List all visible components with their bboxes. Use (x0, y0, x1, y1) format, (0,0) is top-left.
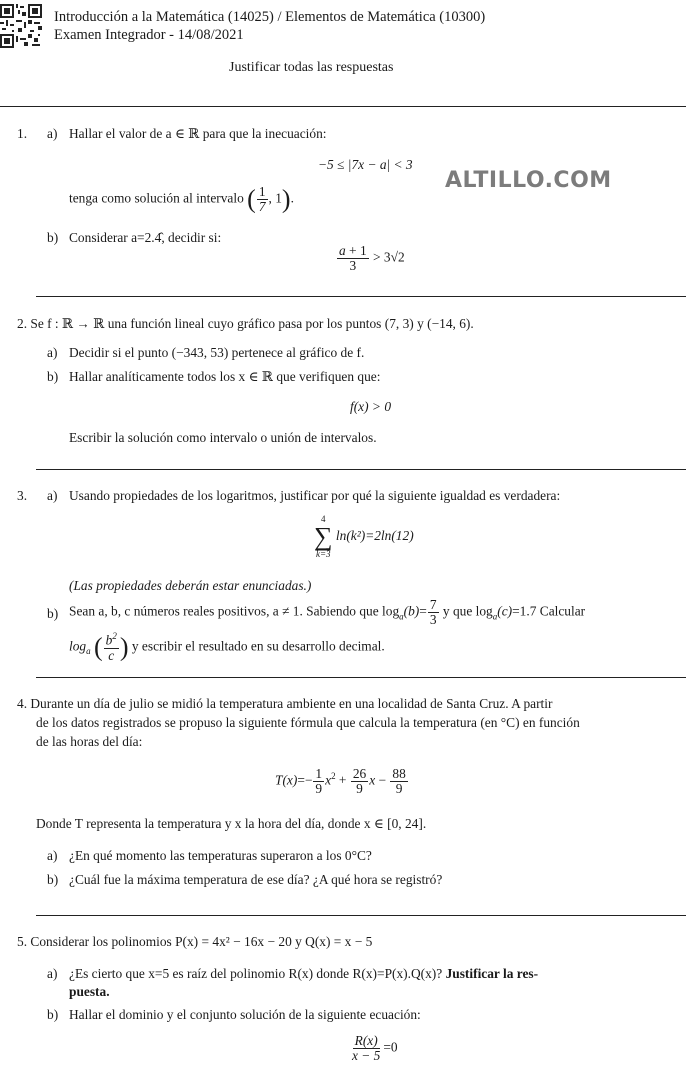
q3-number: 3. (17, 488, 28, 503)
q3-sum: 4 ∑ k=3 ln(k²)=2ln(12) (314, 514, 414, 559)
q3-a-label: a) (47, 488, 58, 503)
q3-a-note: (Las propiedades deberán estar enunciadas.) (69, 578, 312, 593)
q3-sum-bottom: k=3 (315, 549, 331, 559)
q4-a-label: a) (47, 848, 58, 863)
q1-a-label: a) (47, 126, 58, 141)
q1-a-solution-line: tenga como solución al intervalo ( $\frac{1}{7}$ , 1). (69, 184, 294, 215)
qr-code (0, 4, 42, 48)
q2-b-label: b) (47, 369, 59, 384)
q2-intro: 2. Se f : ℝ → ℝ una función lineal cuyo gráfico pasa por los puntos (7, 3) y (−14, 6). (17, 316, 474, 331)
q5-b-equation: $\frac{R(x)}{x - 5}$ =0 (352, 1033, 398, 1064)
q1-b-equation: $\frac{a + 1}{3}$ > 3√2 (339, 243, 405, 274)
q2-b-equation: f(x) > 0 (350, 399, 392, 414)
q1-a-text: Hallar el valor de a ∈ ℝ para que la inecuación: (69, 126, 327, 141)
q5-b-label: b) (47, 1007, 59, 1022)
q1-b-rhs: > 3√2 (373, 249, 405, 265)
q4-line3: de las horas del día: (36, 734, 143, 749)
q3-b-line1: Sean a, b, c números reales positivos, a ≠ 1. Sabiendo que $\log_a(b)=$ $\frac{7}{3}$ y que $\log_a(c)=1.7$ Calcular (69, 597, 586, 628)
q4-b-text: ¿Cuál fue la máxima temperatura de ese día? ¿A qué hora se registró? (69, 872, 443, 887)
q4-formula: T(x)=− $\frac{1}{9}$ $x^2$ + $\frac{26}{9}$ x − $\frac{88}{9}$ (275, 766, 406, 797)
q1-number: 1. (17, 126, 28, 141)
exam-title: Introducción a la Matemática (14025) / Elementos de Matemática (10300) (54, 9, 486, 25)
q3-b-label: b) (47, 606, 59, 621)
q3-sum-body: ln(k²)=2ln(12) (335, 528, 414, 544)
exam-subtitle: Examen Integrador - 14/08/2021 (54, 27, 244, 43)
instruction: Justificar todas las respuestas (229, 60, 394, 75)
q4-note: Donde T representa la temperatura y x la hora del día, donde x ∈ [0, 24]. (36, 816, 427, 831)
q4-line1: 4. Durante un día de julio se midió la temperatura ambiente en una localidad de Santa Cruz. A partir (17, 696, 553, 711)
q5-a-bold2: puesta. (69, 984, 110, 999)
q2-b-note: Escribir la solución como intervalo o unión de intervalos. (69, 430, 377, 445)
q1-a-equation: −5 ≤ |7x − a| < 3 (318, 157, 413, 172)
q5-a-text: ¿Es cierto que x=5 es raíz del polinomio R(x) donde R(x)=P(x).Q(x)? Justificar la res- (69, 966, 539, 981)
q3-b-line2: $\log_a$ ( $\frac{b^2}{c}$ ) y escribir el resultado en su desarrollo decimal. (69, 631, 385, 663)
divider (36, 677, 686, 678)
q1-a-solution-text: tenga como solución al intervalo (69, 190, 244, 206)
watermark: ALTILLO.COM (445, 168, 612, 193)
divider (0, 106, 686, 107)
q5-a-label: a) (47, 966, 58, 981)
q5-a-bold1: Justificar la res- (445, 966, 539, 981)
divider (36, 469, 686, 470)
q3-a-text: Usando propiedades de los logaritmos, justificar por qué la siguiente igualdad es verdadera: (69, 488, 561, 503)
q2-b-text: Hallar analíticamente todos los x ∈ ℝ que verifiquen que: (69, 369, 381, 384)
q3-sum-top: 4 (321, 514, 326, 524)
q5-intro: 5. Considerar los polinomios P(x) = 4x² − 16x − 20 y Q(x) = x − 5 (17, 934, 373, 949)
q4-b-label: b) (47, 872, 59, 887)
q5-b-text: Hallar el dominio y el conjunto solución de la siguiente ecuación: (69, 1007, 421, 1022)
q2-a-text: Decidir si el punto (−343, 53) pertenece al gráfico de f. (69, 345, 365, 360)
q1-b-text: Considerar a=2.4̂, decidir si: (69, 230, 222, 245)
divider (36, 296, 686, 297)
divider (36, 915, 686, 916)
q1-b-label: b) (47, 230, 59, 245)
q2-a-label: a) (47, 345, 58, 360)
q4-line2: de los datos registrados se propuso la siguiente fórmula que calcula la temperatura (en °C) en función (36, 715, 580, 730)
q4-a-text: ¿En qué momento las temperaturas superaron a los 0°C? (69, 848, 372, 863)
